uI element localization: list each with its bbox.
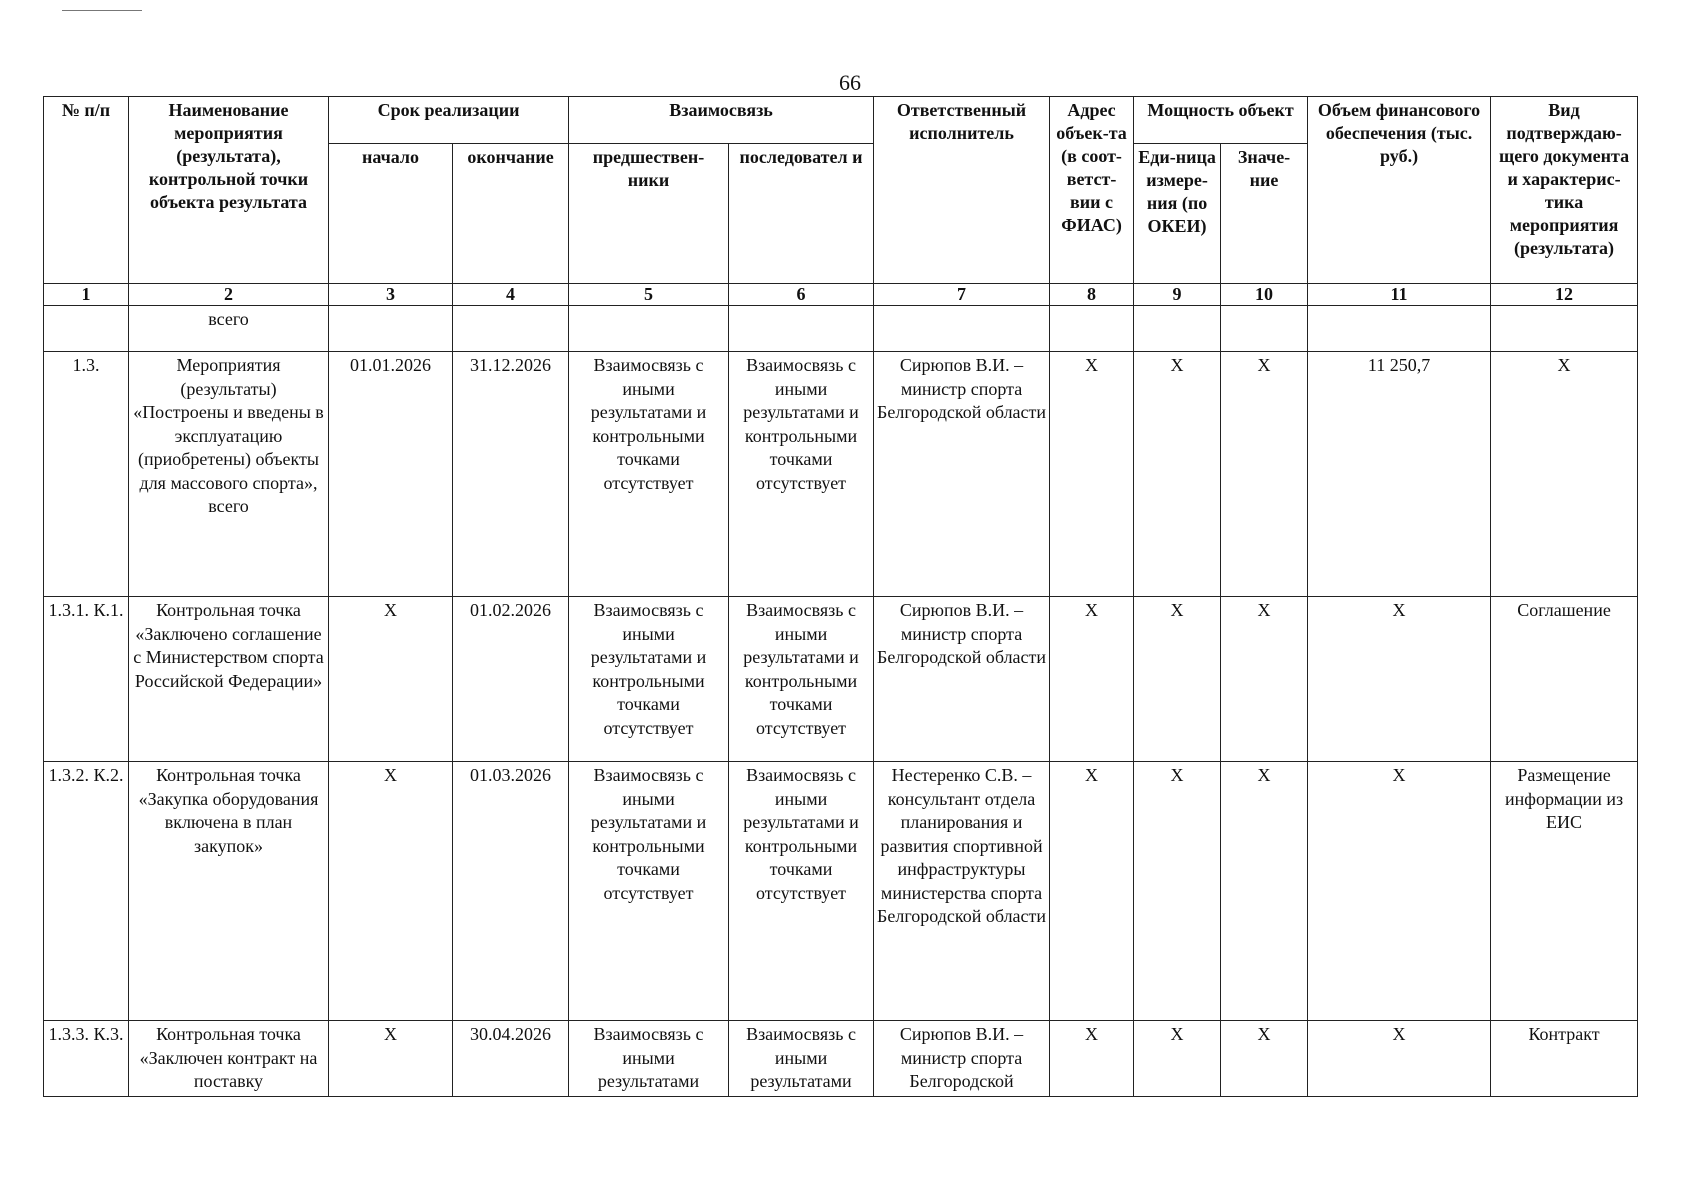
header-term-end: окончание: [453, 144, 569, 284]
header-relation-prev: предшествен-ники: [569, 144, 729, 284]
row-num: 1.3.2. К.2.: [44, 762, 129, 1021]
column-number: 10: [1221, 284, 1308, 306]
row-value: X: [1221, 762, 1308, 1021]
row-start: X: [329, 597, 453, 762]
column-number: 5: [569, 284, 729, 306]
row-end: 31.12.2026: [453, 352, 569, 597]
header-capacity: Мощность объект: [1134, 97, 1308, 144]
row-next: Взаимосвязь с иными результатами и контрольными точками отсутствует: [729, 597, 874, 762]
row-finance: 11 250,7: [1308, 352, 1491, 597]
column-number: 8: [1050, 284, 1134, 306]
row-doc: X: [1491, 352, 1638, 597]
column-number: 4: [453, 284, 569, 306]
row-next: Взаимосвязь с иными результатами и контрольными точками отсутствует: [729, 352, 874, 597]
column-number: 11: [1308, 284, 1491, 306]
row-start: X: [329, 762, 453, 1021]
row-unit: X: [1134, 1021, 1221, 1097]
top-rule: [62, 10, 142, 11]
row-responsible: Сирюпов В.И. – министр спорта Белгородской: [874, 1021, 1050, 1097]
row-end: 01.03.2026: [453, 762, 569, 1021]
column-number: 12: [1491, 284, 1638, 306]
row-value: X: [1221, 1021, 1308, 1097]
row-value: X: [1221, 352, 1308, 597]
row-value: X: [1221, 597, 1308, 762]
row-num: 1.3.: [44, 352, 129, 597]
row-prev: Взаимосвязь с иными результатами и контрольными точками отсутствует: [569, 352, 729, 597]
row-finance: X: [1308, 597, 1491, 762]
header-capacity-value: Значе-ние: [1221, 144, 1308, 284]
page-number: 66: [839, 70, 861, 95]
column-number: 3: [329, 284, 453, 306]
row-doc: Контракт: [1491, 1021, 1638, 1097]
row-num: 1.3.3. К.3.: [44, 1021, 129, 1097]
row-responsible: Сирюпов В.И. – министр спорта Белгородской области: [874, 597, 1050, 762]
row-unit: X: [1134, 352, 1221, 597]
row-unit: X: [1134, 597, 1221, 762]
column-number: 7: [874, 284, 1050, 306]
row-start: X: [329, 1021, 453, 1097]
table-row: [44, 1021, 1638, 1097]
row-doc: Соглашение: [1491, 597, 1638, 762]
column-number: 9: [1134, 284, 1221, 306]
header-term-start: начало: [329, 144, 453, 284]
column-number: 1: [44, 284, 129, 306]
row-next: Взаимосвязь с иными результатами: [729, 1021, 874, 1097]
header-term: Срок реализации: [329, 97, 569, 144]
table-row: [44, 352, 1638, 597]
column-number: 6: [729, 284, 874, 306]
row-unit: X: [1134, 762, 1221, 1021]
header-relation: Взаимосвязь: [569, 97, 874, 144]
header-doc-type: Вид подтверждаю-щего документа и характерис-тика мероприятия (результата): [1491, 97, 1638, 284]
row-prev: Взаимосвязь с иными результатами и контрольными точками отсутствует: [569, 762, 729, 1021]
row-prev: Взаимосвязь с иными результатами и контрольными точками отсутствует: [569, 597, 729, 762]
carry-row: [44, 306, 1638, 352]
header-capacity-unit: Еди-ница измере-ния (по ОКЕИ): [1134, 144, 1221, 284]
row-name: Контрольная точка «Закупка оборудования включена в план закупок»: [129, 762, 329, 1021]
row-responsible: Нестеренко С.В. – консультант отдела планирования и развития спортивной инфраструктуры министерства спорта Белгородской области: [874, 762, 1050, 1021]
row-responsible: Сирюпов В.И. – министр спорта Белгородской области: [874, 352, 1050, 597]
carry-name: всего: [129, 306, 329, 352]
row-doc: Размещение информации из ЕИС: [1491, 762, 1638, 1021]
row-name: Мероприятия (результаты) «Построены и введены в эксплуатацию (приобретены) объекты для массового спорта», всего: [129, 352, 329, 597]
row-address: X: [1050, 1021, 1134, 1097]
row-prev: Взаимосвязь с иными результатами: [569, 1021, 729, 1097]
header-finance: Объем финансового обеспечения (тыс. руб.): [1308, 97, 1491, 284]
table-row: [44, 762, 1638, 1021]
row-address: X: [1050, 597, 1134, 762]
row-finance: X: [1308, 762, 1491, 1021]
row-end: 30.04.2026: [453, 1021, 569, 1097]
row-end: 01.02.2026: [453, 597, 569, 762]
header-name: Наименование мероприятия (результата), контрольной точки объекта результата: [129, 97, 329, 284]
row-start: 01.01.2026: [329, 352, 453, 597]
table-row: [44, 597, 1638, 762]
header-num: № п/п: [44, 97, 129, 284]
row-next: Взаимосвязь с иными результатами и контрольными точками отсутствует: [729, 762, 874, 1021]
header-row-1: [44, 97, 1638, 144]
row-address: X: [1050, 762, 1134, 1021]
header-responsible: Ответственный исполнитель: [874, 97, 1050, 284]
row-num: 1.3.1. К.1.: [44, 597, 129, 762]
row-name: Контрольная точка «Заключен контракт на поставку: [129, 1021, 329, 1097]
plan-table: [43, 96, 1638, 1097]
column-numbers-row: [44, 284, 1638, 306]
row-address: X: [1050, 352, 1134, 597]
row-finance: X: [1308, 1021, 1491, 1097]
row-name: Контрольная точка «Заключено соглашение с Министерством спорта Российской Федерации»: [129, 597, 329, 762]
header-address: Адрес объек-та (в соот-ветст-вии с ФИАС): [1050, 97, 1134, 284]
column-number: 2: [129, 284, 329, 306]
header-relation-next: последовател и: [729, 144, 874, 284]
